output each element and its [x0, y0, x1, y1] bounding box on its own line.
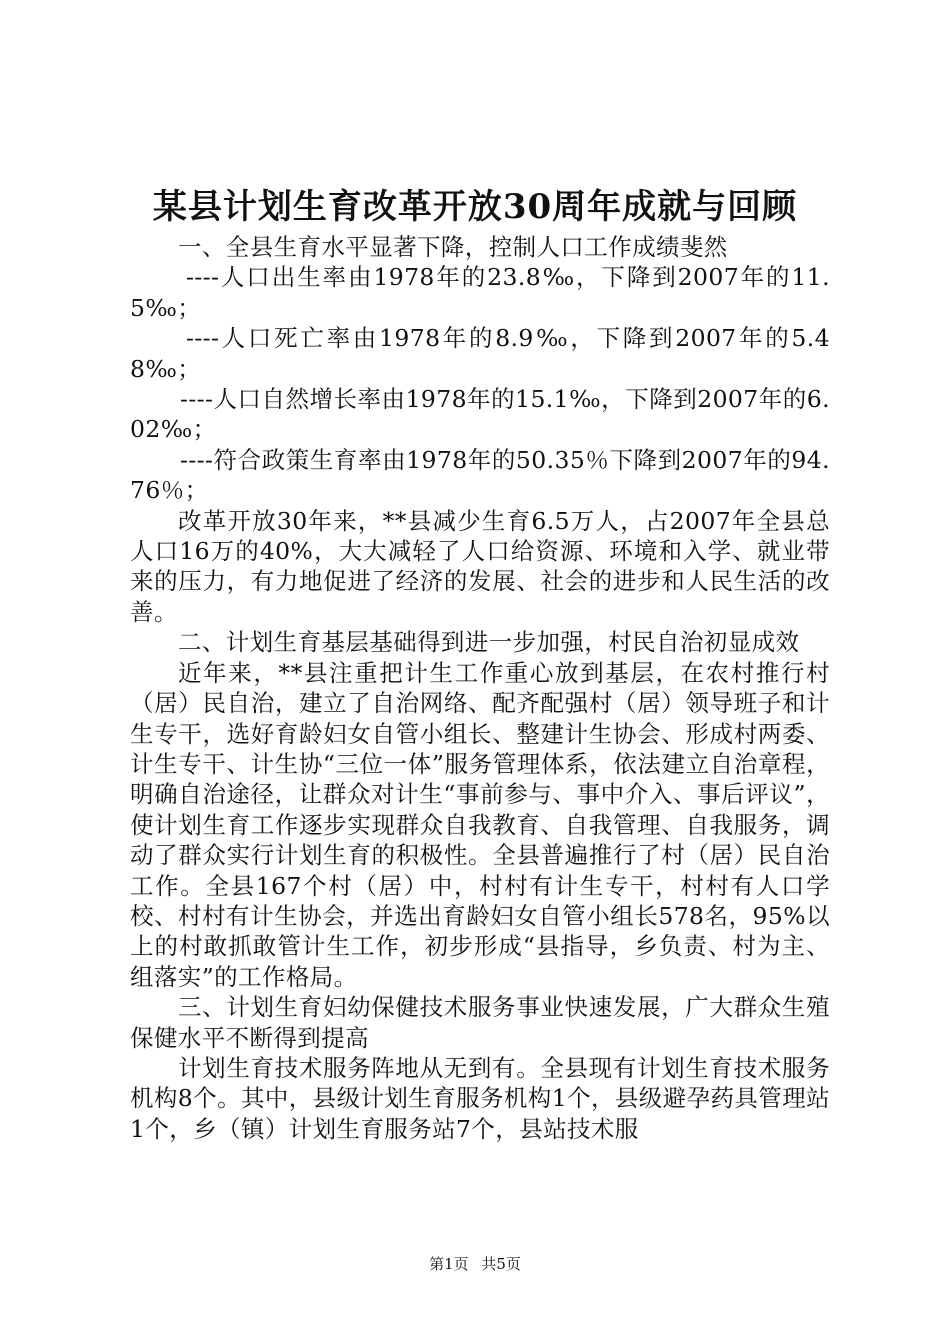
document-title: 某县计划生育改革开放30周年成就与回顾	[152, 187, 798, 227]
body-paragraph: 改革开放30年来，**县减少生育6.5万人，占2007年全县总人口16万的40%，大大减轻了人口给资源、环境和入学、就业带来的压力，有力地促进了经济的发展、社会的进步和人民生活的改善。	[130, 506, 830, 626]
section-heading-2: 二、计划生育基层基础得到进一步加强，村民自治初显成效	[178, 628, 800, 657]
growth-rate-item: ----人口自然增长率由1978年的15.1‰，下降到2007年的6.02‰；	[130, 385, 830, 444]
document-body	[130, 232, 830, 1144]
body-paragraph: 计划生育技术服务阵地从无到有。全县现有计划生育技术服务机构8个。其中，县级计划生育服务机构1个，县级避孕药具管理站1个，乡（镇）计划生育服务站7个，县站技术服	[130, 1053, 830, 1143]
policy-rate-item: ----符合政策生育率由1978年的50.35％下降到2007年的94.76％；	[130, 445, 830, 505]
body-paragraph: 近年来，**县注重把计生工作重心放到基层，在农村推行村（居）民自治，建立了自治网络、配齐配强村（居）领导班子和计生专干，选好育龄妇女自管小组长、整建计生协会、形成村两委、计生专干、计生协“三位一体”服务管理体系，依法建立自治章程，明确自治途径，让群众对计生“事前参与、事中介入、事后评议”，使计划生育工作逐步实现群众自我教育、自我管理、自我服务，调动了群众实行计划生育的积极性。全县普遍推行了村（居）民自治工作。全县167个村（居）中，村村有计生专干，村村有人口学校、村村有计生协会，并选出育龄妇女自管小组长578名，95%以上的村敢抓敢管计生工作，初步形成“县指导，乡负责、村为主、组落实”的工作格局。	[130, 658, 830, 991]
section-heading-3: 三、计划生育妇幼保健技术服务事业快速发展，广大群众生殖保健水平不断得到提高	[130, 993, 830, 1052]
birth-rate-item: ----人口出生率由1978年的23.8‰，下降到2007年的11.5‰；	[130, 263, 830, 322]
death-rate-item: ----人口死亡率由1978年的8.9‰，下降到2007年的5.48‰；	[130, 324, 830, 383]
page-number: 第1页	[429, 1255, 469, 1273]
page-total: 共5页	[481, 1255, 521, 1273]
page-footer	[0, 1253, 950, 1275]
section-heading-1: 一、全县生育水平显著下降，控制人口工作成绩斐然	[178, 233, 728, 261]
